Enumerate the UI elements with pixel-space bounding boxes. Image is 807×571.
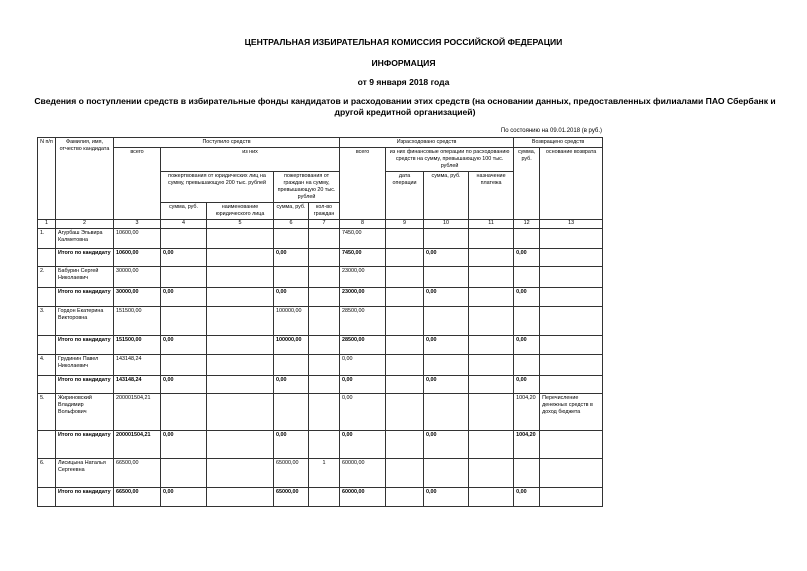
total-returned: 1004,20 (514, 431, 540, 459)
col-number: 9 (386, 220, 424, 229)
returned-sum (514, 307, 540, 336)
col-number: 4 (161, 220, 207, 229)
returned-sum (514, 355, 540, 376)
purpose (469, 394, 514, 431)
spent-total: 60000,00 (340, 459, 386, 488)
op-sum (424, 307, 469, 336)
table-row (38, 355, 603, 376)
col-name: Фамилия, имя, отчество кандидата (56, 138, 114, 220)
total-citizens-sum: 0,00 (274, 288, 309, 307)
citizens-count (309, 229, 340, 249)
total-label: Итого по кандидату (56, 376, 114, 394)
col-ret-reason: основание возврата (540, 148, 603, 220)
total-legal-sum: 0,00 (161, 288, 207, 307)
row-num: 2. (38, 267, 56, 288)
total-spent: 28500,00 (340, 336, 386, 355)
legal-name (207, 267, 274, 288)
purpose (469, 459, 514, 488)
total-reason (540, 431, 603, 459)
col-op-sum: сумма, руб. (424, 172, 469, 220)
total-op-sum: 0,00 (424, 376, 469, 394)
spent-total: 7450,00 (340, 229, 386, 249)
legal-name (207, 355, 274, 376)
row-num: 3. (38, 307, 56, 336)
total-reason (540, 336, 603, 355)
total-legal-name (207, 431, 274, 459)
table-row (38, 307, 603, 336)
citizens-count (309, 267, 340, 288)
received-total: 143148,24 (114, 355, 161, 376)
purpose (469, 229, 514, 249)
col-spent-of-them: из них финансовые операции по расходованию средств на сумму, превышающую 100 тыс. рублей (386, 148, 514, 172)
row-num: 4. (38, 355, 56, 376)
spent-total: 0,00 (340, 355, 386, 376)
total-op-sum: 0,00 (424, 249, 469, 267)
purpose (469, 355, 514, 376)
total-spent: 23000,00 (340, 288, 386, 307)
legal-sum (161, 229, 207, 249)
op-date (386, 229, 424, 249)
col-number: 6 (274, 220, 309, 229)
col-number: 10 (424, 220, 469, 229)
row-num (38, 376, 56, 394)
total-citizens-sum: 0,00 (274, 431, 309, 459)
col-num: N п/п (38, 138, 56, 220)
total-citizens-sum: 0,00 (274, 376, 309, 394)
total-legal-name (207, 376, 274, 394)
returned-sum (514, 267, 540, 288)
total-legal-name (207, 488, 274, 507)
total-purpose (469, 288, 514, 307)
row-num: 5. (38, 394, 56, 431)
row-num (38, 336, 56, 355)
col-number: 7 (309, 220, 340, 229)
total-label: Итого по кандидату (56, 431, 114, 459)
total-op-date (386, 249, 424, 267)
table-row (38, 267, 603, 288)
header-row-2 (38, 148, 603, 172)
citizens-sum (274, 355, 309, 376)
total-legal-sum: 0,00 (161, 488, 207, 507)
total-received: 200001504,21 (114, 431, 161, 459)
table-total-row (38, 376, 603, 394)
total-spent: 0,00 (340, 376, 386, 394)
col-cit-sum: сумма, руб. (274, 203, 309, 220)
spent-total: 28500,00 (340, 307, 386, 336)
candidate-name: Агурбаш Эльвира Калметовна (56, 229, 114, 249)
row-num (38, 488, 56, 507)
total-returned: 0,00 (514, 336, 540, 355)
total-label: Итого по кандидату (56, 288, 114, 307)
total-spent: 7450,00 (340, 249, 386, 267)
col-of-them: из них (161, 148, 340, 172)
total-op-sum: 0,00 (424, 336, 469, 355)
total-label: Итого по кандидату (56, 249, 114, 267)
total-citizens-count (309, 376, 340, 394)
col-number: 3 (114, 220, 161, 229)
return-reason: Перечисление денежных средств в доход бюджета (540, 394, 603, 431)
op-date (386, 267, 424, 288)
citizens-sum (274, 394, 309, 431)
return-reason (540, 459, 603, 488)
total-returned: 0,00 (514, 376, 540, 394)
total-citizens-count (309, 488, 340, 507)
total-legal-sum: 0,00 (161, 336, 207, 355)
total-citizens-sum: 65000,00 (274, 488, 309, 507)
candidate-name: Лисицына Наталья Сергеевна (56, 459, 114, 488)
candidate-name: Бабурин Сергей Николаевич (56, 267, 114, 288)
total-op-date (386, 431, 424, 459)
table-total-row (38, 249, 603, 267)
col-legal-name: наименование юридического лица (207, 203, 274, 220)
col-number: 5 (207, 220, 274, 229)
col-number: 12 (514, 220, 540, 229)
row-num (38, 249, 56, 267)
citizens-count (309, 355, 340, 376)
total-received: 30000,00 (114, 288, 161, 307)
total-purpose (469, 376, 514, 394)
total-citizens-sum: 100000,00 (274, 336, 309, 355)
candidate-name: Гордон Екатерина Викторовна (56, 307, 114, 336)
total-spent: 0,00 (340, 431, 386, 459)
table-total-row (38, 488, 603, 507)
legal-name (207, 307, 274, 336)
total-citizens-count (309, 249, 340, 267)
col-legal-sum: сумма, руб. (161, 203, 207, 220)
col-number: 11 (469, 220, 514, 229)
citizens-sum (274, 267, 309, 288)
citizens-count (309, 307, 340, 336)
table-total-row (38, 336, 603, 355)
total-legal-name (207, 288, 274, 307)
total-label: Итого по кандидату (56, 336, 114, 355)
total-returned: 0,00 (514, 249, 540, 267)
op-sum (424, 267, 469, 288)
col-spent-total: всего (340, 148, 386, 220)
total-op-date (386, 488, 424, 507)
total-received: 66500,00 (114, 488, 161, 507)
total-legal-name (207, 249, 274, 267)
total-legal-sum: 0,00 (161, 249, 207, 267)
citizens-count (309, 394, 340, 431)
table-row (38, 459, 603, 488)
total-returned: 0,00 (514, 288, 540, 307)
total-purpose (469, 249, 514, 267)
row-num: 6. (38, 459, 56, 488)
header-row-1 (38, 138, 603, 148)
legal-name (207, 394, 274, 431)
legal-sum (161, 459, 207, 488)
received-total: 200001504,21 (114, 394, 161, 431)
received-total: 151500,00 (114, 307, 161, 336)
total-citizens-count (309, 431, 340, 459)
total-citizens-sum: 0,00 (274, 249, 309, 267)
op-sum (424, 355, 469, 376)
col-purpose: назначение платежа (469, 172, 514, 220)
citizens-sum: 100000,00 (274, 307, 309, 336)
total-op-date (386, 288, 424, 307)
op-sum (424, 229, 469, 249)
purpose (469, 267, 514, 288)
total-received: 151500,00 (114, 336, 161, 355)
col-cit-count: кол-во граждан (309, 203, 340, 220)
total-citizens-count (309, 336, 340, 355)
total-spent: 60000,00 (340, 488, 386, 507)
total-purpose (469, 336, 514, 355)
op-date (386, 459, 424, 488)
as-of-date: По состоянию на 09.01.2018 (в руб.) (500, 128, 602, 134)
total-citizens-count (309, 288, 340, 307)
candidate-name: Грудинин Павел Николаевич (56, 355, 114, 376)
col-spent: Израсходовано средств (340, 138, 514, 148)
total-received: 10600,00 (114, 249, 161, 267)
col-number: 1 (38, 220, 56, 229)
return-reason (540, 355, 603, 376)
col-received: Поступило средств (114, 138, 340, 148)
spent-total: 0,00 (340, 394, 386, 431)
citizens-count: 1 (309, 459, 340, 488)
citizens-sum (274, 229, 309, 249)
returned-sum (514, 229, 540, 249)
total-reason (540, 488, 603, 507)
col-ret-sum: сумма, руб. (514, 148, 540, 220)
total-legal-sum: 0,00 (161, 376, 207, 394)
return-reason (540, 267, 603, 288)
row-num (38, 431, 56, 459)
legal-sum (161, 394, 207, 431)
total-purpose (469, 431, 514, 459)
returned-sum (514, 459, 540, 488)
total-op-date (386, 376, 424, 394)
total-label: Итого по кандидату (56, 488, 114, 507)
col-citizens: пожертвования от граждан на сумму, превышающую 20 тыс. рублей (274, 172, 340, 203)
total-returned: 0,00 (514, 488, 540, 507)
legal-sum (161, 267, 207, 288)
total-op-sum: 0,00 (424, 431, 469, 459)
total-reason (540, 249, 603, 267)
citizens-sum: 65000,00 (274, 459, 309, 488)
total-received: 143148,24 (114, 376, 161, 394)
total-op-sum: 0,00 (424, 288, 469, 307)
total-op-date (386, 336, 424, 355)
legal-sum (161, 307, 207, 336)
table-total-row (38, 431, 603, 459)
header-org: ЦЕНТРАЛЬНАЯ ИЗБИРАТЕЛЬНАЯ КОМИССИЯ РОССИЙСКОЙ ФЕДЕРАЦИИ (244, 37, 563, 47)
op-date (386, 394, 424, 431)
col-number: 13 (540, 220, 603, 229)
legal-name (207, 459, 274, 488)
total-legal-sum: 0,00 (161, 431, 207, 459)
purpose (469, 307, 514, 336)
header-title: ИНФОРМАЦИЯ (371, 58, 436, 68)
received-total: 10600,00 (114, 229, 161, 249)
returned-sum: 1004,20 (514, 394, 540, 431)
total-reason (540, 288, 603, 307)
op-date (386, 355, 424, 376)
table-row (38, 229, 603, 249)
col-received-total: всего (114, 148, 161, 220)
op-sum (424, 459, 469, 488)
total-purpose (469, 488, 514, 507)
row-num: 1. (38, 229, 56, 249)
total-reason (540, 376, 603, 394)
header-date: от 9 января 2018 года (357, 77, 450, 87)
table-row (38, 394, 603, 431)
header-subtitle: Сведения о поступлении средств в избирательные фонды кандидатов и расходовании этих средств (на основании данных, предоставленных филиалами ПАО Сбербанк и другой кредитной организацией) (34, 96, 776, 117)
col-number: 8 (340, 220, 386, 229)
finance-table (37, 137, 603, 507)
received-total: 66500,00 (114, 459, 161, 488)
table-total-row (38, 288, 603, 307)
legal-sum (161, 355, 207, 376)
total-op-sum: 0,00 (424, 488, 469, 507)
column-numbers-row (38, 220, 603, 229)
candidate-name: Жириновский Владимир Вольфович (56, 394, 114, 431)
total-legal-name (207, 336, 274, 355)
col-op-date: дата операции (386, 172, 424, 220)
legal-name (207, 229, 274, 249)
col-returned: Возвращено средств (514, 138, 603, 148)
op-sum (424, 394, 469, 431)
col-legal: пожертвования от юридических лиц на сумму, превышающую 200 тыс. рублей (161, 172, 274, 203)
spent-total: 23000,00 (340, 267, 386, 288)
row-num (38, 288, 56, 307)
return-reason (540, 229, 603, 249)
return-reason (540, 307, 603, 336)
col-number: 2 (56, 220, 114, 229)
received-total: 30000,00 (114, 267, 161, 288)
op-date (386, 307, 424, 336)
